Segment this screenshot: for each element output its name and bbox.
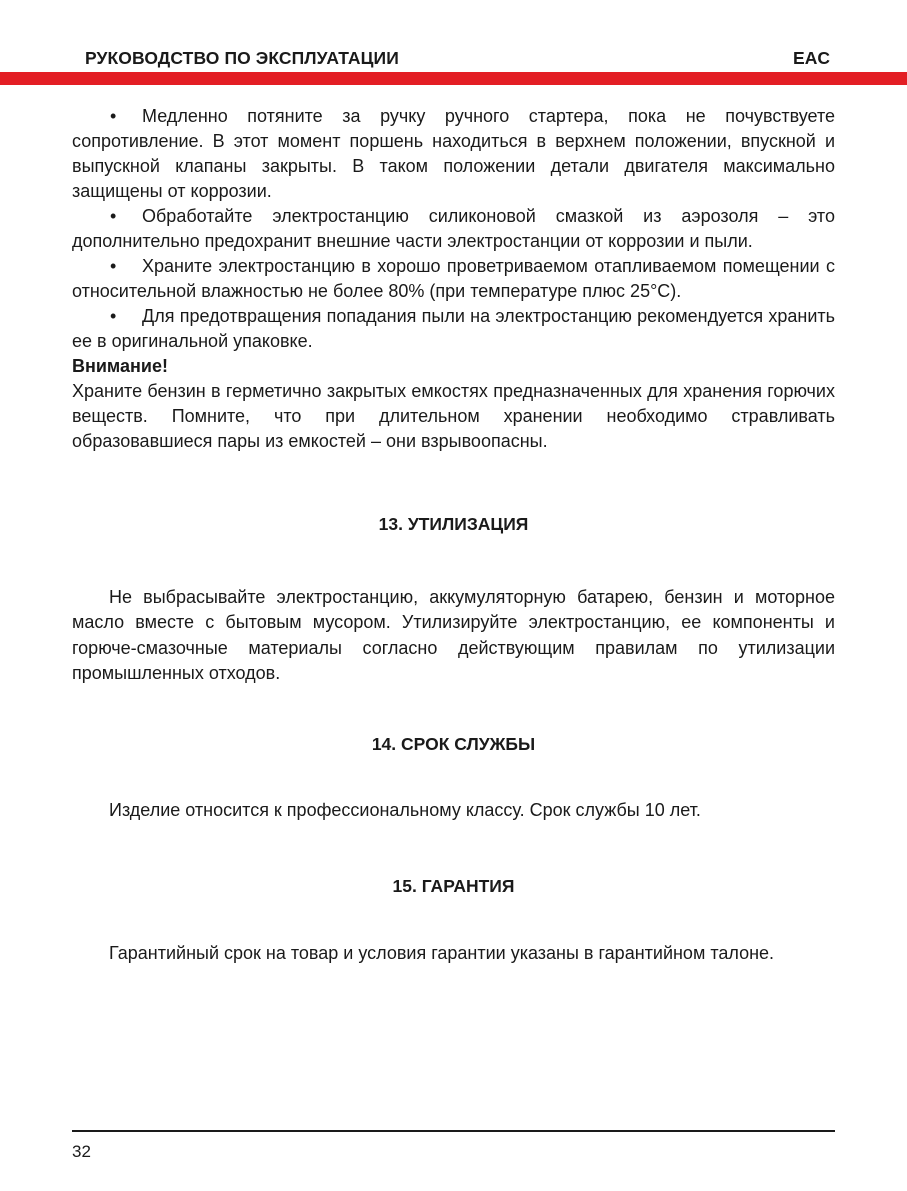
- storage-bullet: [72, 204, 835, 254]
- disposal-section-heading: [72, 514, 835, 535]
- storage-bullet-text: Медленно потяните за ручку ручного стартера, пока не почувствуете сопротивление. В этот момент поршень находиться в верхнем положении, впускной и выпускной клапаны закрыты. В таком положении детали двигателя максимально защищены от коррозии.: [72, 106, 835, 201]
- service-life-text: Изделие относится к профессиональному классу. Срок службы 10 лет.: [109, 800, 701, 820]
- storage-bullet: [72, 304, 835, 354]
- storage-bullet: [72, 104, 835, 204]
- document-title: РУКОВОДСТВО ПО ЭКСПЛУАТАЦИИ: [85, 48, 399, 68]
- bullet-dot: •: [110, 306, 117, 326]
- warranty-section-heading: [72, 876, 835, 897]
- service-life-section-heading: [72, 734, 835, 755]
- service-life-section-body: [72, 780, 835, 841]
- storage-section: [72, 104, 835, 454]
- page-number: 32: [72, 1142, 91, 1161]
- bullet-dot: •: [110, 256, 117, 276]
- storage-bullet-text: Для предотвращения попадания пыли на электростанцию рекомендуется хранить ее в оригинальной упаковке.: [72, 306, 835, 351]
- warning-text: Храните бензин в герметично закрытых емкостях предназначенных для хранения горючих веществ. Помните, что при длительном хранении необходимо стравливать образовавшиеся пары из емкостей – они взрывоопасны.: [72, 381, 835, 451]
- disposal-text: Не выбрасывайте электростанцию, аккумуляторную батарею, бензин и моторное масло вместе с бытовым мусором. Утилизируйте электростанцию, ее компоненты и горюче-смазочные материалы согласно действующим правилам по утилизации промышленных отходов.: [72, 587, 835, 683]
- disposal-section-body: [72, 567, 835, 704]
- bullet-dot: •: [110, 206, 117, 226]
- header-accent-bar: [0, 72, 907, 85]
- warning-title: Внимание!: [72, 356, 168, 376]
- storage-bullet-text: Храните электростанцию в хорошо проветриваемом отапливаемом помещении с относительной влажностью не более 80% (при температуре плюс 25°C).: [72, 256, 835, 301]
- warranty-text: Гарантийный срок на товар и условия гарантии указаны в гарантийном талоне.: [109, 943, 775, 963]
- warranty-section-body: [72, 923, 835, 984]
- section-title: 14. СРОК СЛУЖБЫ: [371, 734, 536, 754]
- footer-divider: [72, 1130, 835, 1132]
- section-title: 13. УТИЛИЗАЦИЯ: [378, 514, 529, 534]
- eac-mark: EAC: [793, 48, 830, 68]
- bullet-dot: •: [110, 106, 117, 126]
- page-header: [0, 0, 907, 90]
- section-title: 15. ГАРАНТИЯ: [392, 876, 515, 896]
- storage-bullet-text: Обработайте электростанцию силиконовой смазкой из аэрозоля – это дополнительно предохранит внешние части электростанции от коррозии и пыли.: [72, 206, 835, 251]
- storage-bullet: [72, 254, 835, 304]
